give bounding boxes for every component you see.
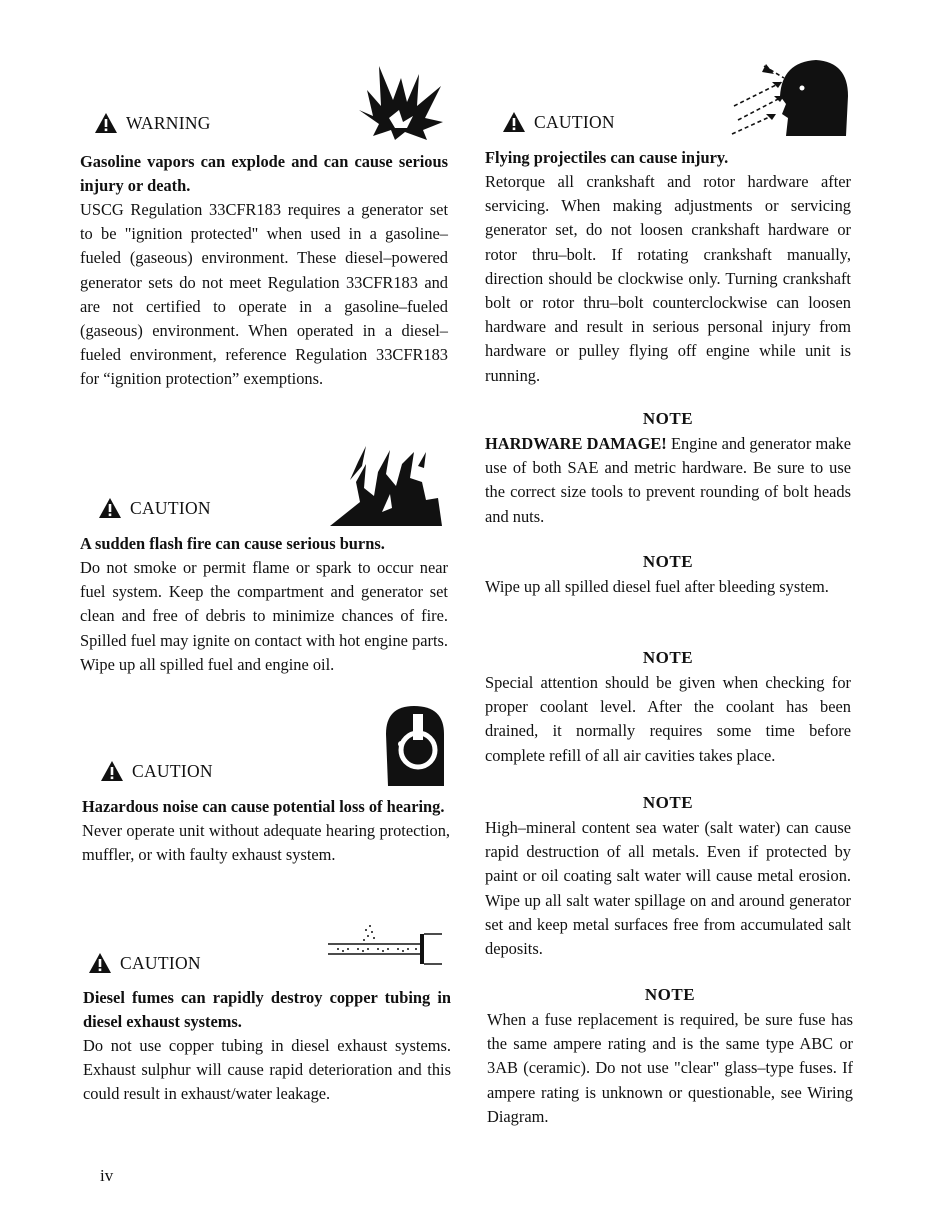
- note-title: NOTE: [642, 552, 694, 571]
- caution-fire-heading: A sudden flash fire can cause serious burns.: [80, 534, 385, 553]
- note-text: Wipe up all spilled diesel fuel after bleeding system.: [485, 577, 829, 596]
- alert-triangle-icon: [100, 760, 124, 782]
- warning-heading: Gasoline vapors can explode and can cause serious injury or death.: [80, 152, 448, 195]
- note-title: NOTE: [644, 985, 696, 1004]
- alert-triangle-icon: [88, 952, 112, 974]
- warning-body: USCG Regulation 33CFR183 requires a generator set to be "ignition protected" when used in a gasoline–fueled (gaseous) environment. These diesel–powered generator sets do not meet Regulation 33CFR183 and are not certified to operate in a gasoline–fueled (gaseous) environment. When operated in a diesel–fueled environment, reference Regulation 33CFR183 for “ignition protection” exemptions.: [80, 200, 448, 389]
- caution-noise-heading: Hazardous noise can cause potential loss of hearing.: [82, 797, 445, 816]
- caution-projectiles-body: Retorque all crankshaft and rotor hardware after servicing. When making adjustments or servicing generator set, do not loosen crankshaft hardware or rotor thru–bolt. If rotating crankshaft manually, direction should be clockwise only. Turning crankshaft bolt or rotor thru–bolt counterclockwise can loosen hardware and result in serious personal injury from hardware or pulley flying off engine while unit is running.: [485, 172, 851, 385]
- caution-projectiles-heading: Flying projectiles can cause injury.: [485, 148, 729, 167]
- note-coolant: [485, 647, 851, 768]
- warning-label: WARNING: [94, 112, 211, 134]
- note-spilled-fuel: [485, 551, 851, 599]
- note-text: Special attention should be given when checking for proper coolant level. After the coolant has been drained, it normally requires some time before complete refill of all air cavities takes place.: [485, 673, 851, 765]
- fire-icon: [330, 442, 442, 526]
- caution-fumes-body: Do not use copper tubing in diesel exhaust systems. Exhaust sulphur will cause rapid deterioration and this could result in exhaust/water leakage.: [83, 1036, 451, 1104]
- note-salt-water: [485, 792, 851, 961]
- note-text: When a fuse replacement is required, be sure fuse has the same ampere rating and is the same type ABC or 3AB (ceramic). Do not use "clear" glass–type fuses. If ampere rating is unknown or questionable, see Wiring Diagram.: [487, 1010, 853, 1126]
- caution-projectiles-label: CAUTION: [502, 111, 615, 133]
- caution-fumes-heading: Diesel fumes can rapidly destroy copper tubing in diesel exhaust systems.: [83, 988, 451, 1031]
- hearing-protection-icon: [382, 704, 448, 786]
- alert-triangle-icon: [98, 497, 122, 519]
- caution-fire-body: Do not smoke or permit flame or spark to occur near fuel system. Keep the compartment and generator set clean and free of debris to minimize chances of fire. Spilled fuel may ignite on contact with hot engine parts. Wipe up all spilled fuel and engine oil.: [80, 558, 448, 674]
- alert-triangle-icon: [502, 111, 526, 133]
- explosion-icon: [355, 60, 447, 142]
- flying-projectile-head-icon: [730, 56, 850, 136]
- caution-fumes-label: CAUTION: [88, 952, 201, 974]
- caution-noise-label: CAUTION: [100, 760, 213, 782]
- alert-triangle-icon: [94, 112, 118, 134]
- note-title: NOTE: [642, 648, 694, 667]
- note-lead: HARDWARE DAMAGE!: [485, 434, 667, 453]
- exhaust-pipe-icon: [326, 920, 444, 968]
- note-fuse: [487, 984, 853, 1129]
- note-text: Engine and generator make use of both SAE and metric hardware. Be sure to use the correct size tools to prevent rounding of bolt heads and nuts.: [485, 434, 851, 526]
- note-title: NOTE: [642, 409, 694, 428]
- note-title: NOTE: [642, 793, 694, 812]
- caution-fire-label: CAUTION: [98, 497, 211, 519]
- page-number: iv: [100, 1166, 114, 1185]
- note-hardware: [485, 408, 851, 529]
- caution-noise-body: Never operate unit without adequate hearing protection, muffler, or with faulty exhaust system.: [82, 821, 450, 865]
- note-text: High–mineral content sea water (salt water) can cause rapid destruction of all metals. Even if protected by paint or oil coating salt water will cause metal erosion. Wipe up all salt water spillage on and around generator set and keep metal surfaces free from accumulated salt deposits.: [485, 818, 851, 959]
